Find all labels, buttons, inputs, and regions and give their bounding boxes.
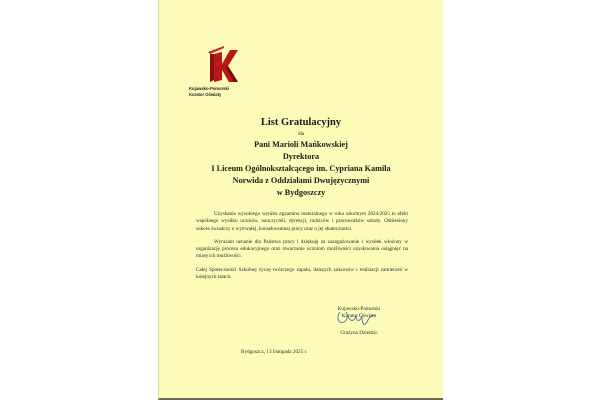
signature-title-line2: Kurator Oświaty: [341, 313, 377, 320]
letter-title: List Gratulacyjny: [260, 117, 342, 128]
signature-title-line1: Kujawsko-Pomorski: [337, 306, 381, 312]
logo-caption-line2: Kurator Oświaty: [189, 92, 222, 97]
for-label: dla: [297, 132, 305, 137]
letter-date: Bydgoszcz, 13 listopada 2025 r.: [241, 349, 308, 355]
paragraph-1: Uzyskanie wysokiego wyniku egzaminu maturalnego w roku szkolnym 2024/2025 to efekt wspólnego wysiłku uczniów, nauczycieli, dyrekcji, rodziców i pracowników szkoły. Odniesiony sukces świadczy o wytrwałej, konsekwentnej pracy oraz o jej skuteczności.: [196, 211, 408, 232]
recipient-name: Pani Marioli Mańkowskiej: [254, 140, 348, 149]
recipient-position: Dyrektora: [282, 152, 320, 161]
school-name-line1: I Liceum Ogólnokształcącego im. Cypriana Kamila: [211, 164, 391, 173]
letter-body: [196, 211, 408, 287]
letter-page: [158, 0, 443, 400]
logo-caption-line1: Kujawsko-Pomorski: [189, 86, 230, 91]
signatory-name: Grażyna Dziedzic: [340, 329, 378, 336]
school-name-line2: Norwida z Oddziałami Dwujęzycznymi: [232, 176, 370, 185]
letter-heading: [159, 116, 443, 199]
school-city: w Bydgoszczy: [276, 188, 326, 197]
book-k-logo-icon: [204, 44, 240, 84]
signature-block: [314, 306, 404, 337]
paragraph-2: Wyrażam uznanie dla Państwa pracy i dziękuję za zaangażowanie i wysiłek włożony w organizację procesu edukacyjnego oraz stwarzanie uczniom możliwości uzyskiwania osiągnięć na miarę ich możliwości.: [196, 238, 408, 260]
paragraph-3: Całej Społeczności Szkolnej życzę twórczego zapału, dalszych sukcesów i realizacji zamierzeń w kolejnych latach.: [196, 266, 408, 281]
handwritten-signature-icon: [334, 308, 378, 328]
logo-caption: [189, 86, 259, 98]
